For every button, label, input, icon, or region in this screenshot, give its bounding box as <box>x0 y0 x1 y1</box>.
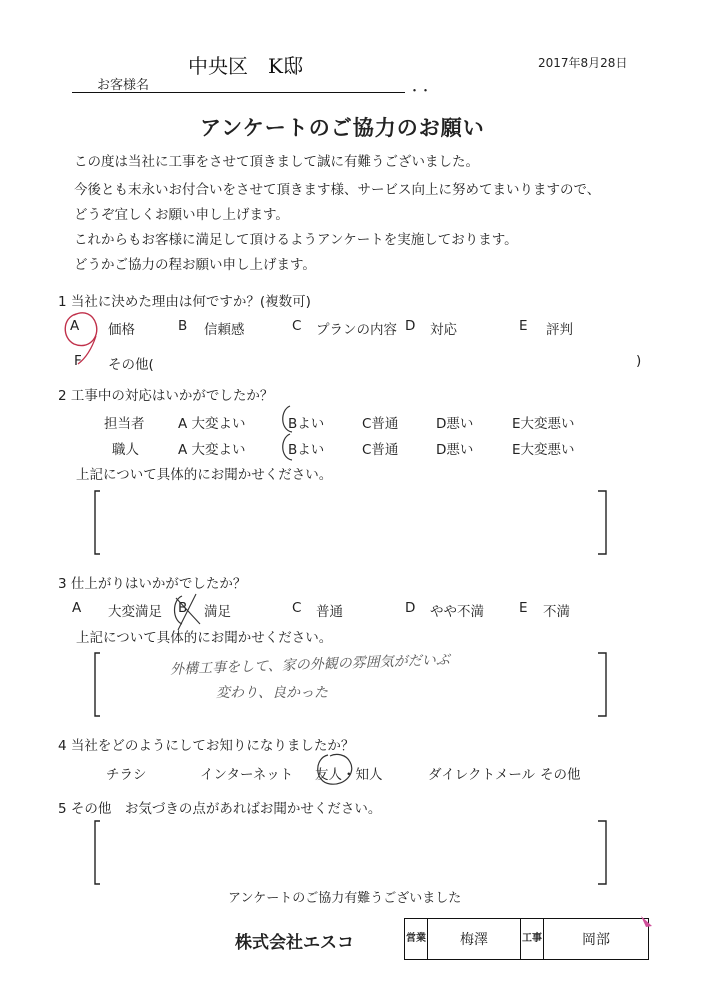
intro-line: どうかご協力の程お願い申し上げます。 <box>74 257 316 273</box>
intro-line: これからもお客様に満足して頂けるようアンケートを実施しております。 <box>74 232 518 248</box>
intro-line: この度は当社に工事をさせて頂きまして誠に有難うございました。 <box>74 154 479 170</box>
intro-line: どうぞ宜しくお願い申し上げます。 <box>74 207 289 223</box>
q1-option-f-letter[interactable]: F <box>74 353 82 369</box>
q3-handwritten-answer: 変わり、良かった <box>216 685 328 701</box>
q3-option-d-label: やや不満 <box>430 604 484 620</box>
q2-answer-marks <box>276 400 316 466</box>
company-name: 株式会社エスコ <box>235 933 354 953</box>
q1-option-e-letter[interactable]: E <box>519 318 528 334</box>
q2-detail-box[interactable] <box>92 488 612 558</box>
construction-name: 岡部 <box>544 919 649 960</box>
q2-detail-prompt: 上記について具体的にお聞かせください。 <box>76 467 333 483</box>
q5-question: 5 その他 お気づきの点があればお聞かせください。 <box>58 801 382 817</box>
q2-row0-option-a[interactable]: A 大変よい <box>178 416 246 432</box>
q1-option-e-label: 評判 <box>546 322 573 338</box>
staff-table <box>404 918 649 960</box>
survey-date: 2017年8月28日 <box>538 56 628 70</box>
q3-option-d-letter[interactable]: D <box>405 600 416 616</box>
q1-question: 1 当社に決めた理由は何ですか？(複数可) <box>58 294 311 310</box>
q4-option-friend[interactable]: 友人・知人 <box>315 767 383 783</box>
q3-question: 3 仕上がりはいかがでしたか？ <box>58 576 247 592</box>
thanks-message: アンケートのご協力有難うございました <box>228 891 462 906</box>
intro-line: 今後とも末永いお付合いをさせて頂きます様、サービス向上に努めてまいりますので、 <box>74 182 601 198</box>
q1-option-b-letter[interactable]: B <box>178 318 188 334</box>
q1-option-d-letter[interactable]: D <box>405 318 416 334</box>
customer-name-underline <box>72 92 405 93</box>
q4-answer-circle <box>306 750 366 790</box>
q2-row-label: 職人 <box>112 442 139 458</box>
sales-name: 梅澤 <box>428 919 521 960</box>
q2-row1-option-d[interactable]: D悪い <box>436 442 474 458</box>
q3-option-c-letter[interactable]: C <box>292 600 302 616</box>
q1-option-c-letter[interactable]: C <box>292 318 302 334</box>
q3-detail-prompt: 上記について具体的にお聞かせください。 <box>76 630 333 646</box>
construction-label: 工事 <box>521 919 544 960</box>
customer-name: 中央区 K邸 <box>188 54 303 78</box>
q1-option-a-label: 価格 <box>108 322 135 338</box>
q3-option-b-letter[interactable]: B <box>178 600 188 616</box>
q2-row0-option-c[interactable]: C普通 <box>362 416 399 432</box>
q2-row1-option-b[interactable]: Bよい <box>288 442 325 458</box>
page-title: アンケートのご協力のお願い <box>200 116 485 140</box>
q2-row1-option-c[interactable]: C普通 <box>362 442 399 458</box>
q4-option-other[interactable]: その他 <box>540 767 581 783</box>
q4-option-flyer[interactable]: チラシ <box>106 767 147 783</box>
q5-detail-box[interactable] <box>92 818 612 888</box>
q2-row1-option-a[interactable]: A 大変よい <box>178 442 246 458</box>
q1-option-a-letter[interactable]: A <box>70 318 80 334</box>
pen-mark <box>638 912 658 932</box>
q2-row1-option-e[interactable]: E大変悪い <box>512 442 575 458</box>
q1-option-c-label: プランの内容 <box>316 322 397 338</box>
sales-label: 営業 <box>405 919 428 960</box>
q3-option-b-label: 満足 <box>204 604 231 620</box>
q2-row0-option-b[interactable]: Bよい <box>288 416 325 432</box>
q2-row0-option-e[interactable]: E大変悪い <box>512 416 575 432</box>
q2-row0-option-d[interactable]: D悪い <box>436 416 474 432</box>
customer-name-label: お客様名 <box>97 78 150 93</box>
q4-option-internet[interactable]: インターネット <box>200 767 294 783</box>
q1-option-d-label: 対応 <box>430 322 457 338</box>
q2-row-label: 担当者 <box>104 416 145 432</box>
q3-option-c-label: 普通 <box>316 604 343 620</box>
q3-handwritten-answer: 外構工事をして、家の外観の雰囲気がだいぶ <box>169 652 450 678</box>
header-dots: ・・ <box>408 84 431 99</box>
q1-other-label: その他( <box>108 357 154 373</box>
q1-option-b-label: 信頼感 <box>204 322 245 338</box>
q3-option-e-letter[interactable]: E <box>519 600 528 616</box>
q3-option-e-label: 不満 <box>543 604 570 620</box>
q1-other-close: ) <box>636 353 642 369</box>
q4-question: 4 当社をどのようにしてお知りになりましたか？ <box>58 738 355 754</box>
q4-option-direct-mail[interactable]: ダイレクトメール <box>428 767 536 783</box>
q1-answer-circle <box>56 306 116 370</box>
q2-question: 2 工事中の対応はいかがでしたか？ <box>58 388 274 404</box>
q3-option-a-label: 大変満足 <box>108 604 162 620</box>
q3-option-a-letter[interactable]: A <box>72 600 82 616</box>
